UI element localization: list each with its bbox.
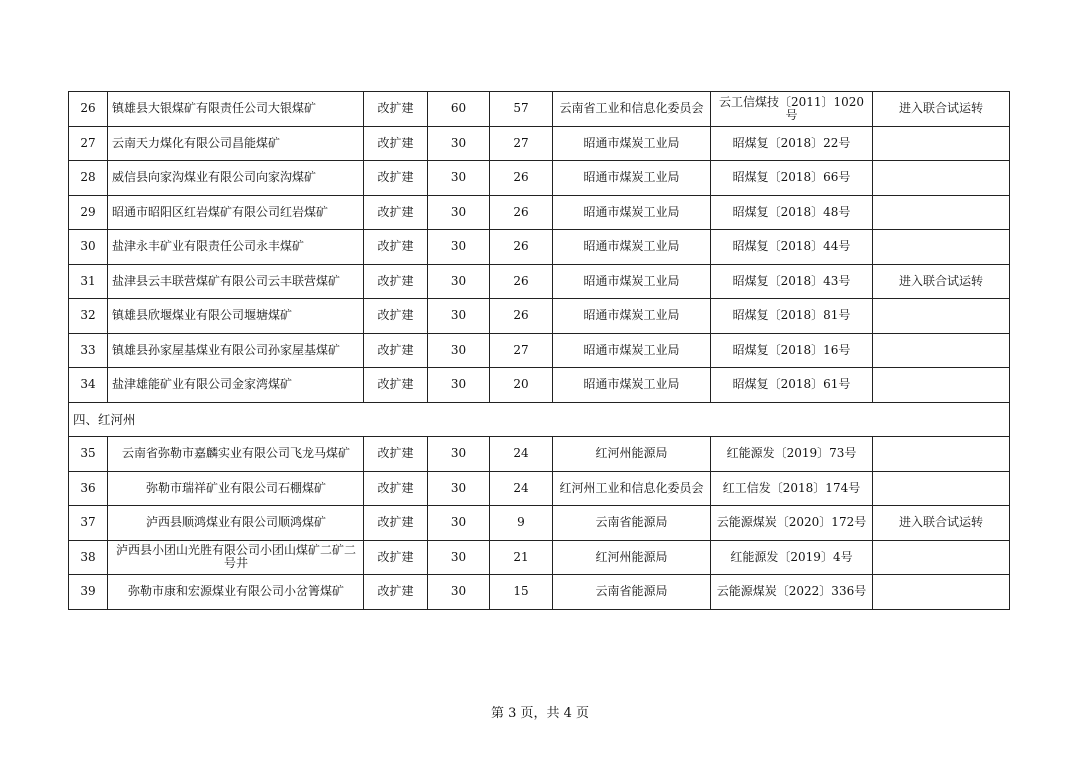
page-footer: 第 3 页，共 4 页 (490, 706, 590, 721)
status-cell (873, 299, 1010, 334)
mine-name-cell: 云南天力煤化有限公司昌能煤矿 (108, 126, 364, 161)
row-number-cell: 37 (69, 506, 108, 541)
approving-authority-cell: 昭通市煤炭工业局 (553, 264, 711, 299)
construction-type-cell: 改扩建 (364, 299, 428, 334)
construction-type-cell: 改扩建 (364, 230, 428, 265)
construction-type-cell: 改扩建 (364, 471, 428, 506)
row-number-cell: 39 (69, 575, 108, 610)
capacity-cell: 30 (428, 195, 490, 230)
capacity-cell: 30 (428, 230, 490, 265)
capacity-cell: 30 (428, 264, 490, 299)
table-row (69, 299, 1010, 334)
construction-type-cell: 改扩建 (364, 368, 428, 403)
section-row-group (69, 402, 1010, 437)
row-number-cell: 29 (69, 195, 108, 230)
row-number-cell: 26 (69, 92, 108, 127)
table-row (69, 333, 1010, 368)
row-number-cell: 35 (69, 437, 108, 472)
status-cell (873, 195, 1010, 230)
approving-authority-cell: 红河州能源局 (553, 437, 711, 472)
approval-document-cell: 昭煤复〔2018〕22号 (711, 126, 873, 161)
mine-name-cell: 威信县向家沟煤业有限公司向家沟煤矿 (108, 161, 364, 196)
value-cell: 26 (490, 230, 553, 265)
value-cell: 15 (490, 575, 553, 610)
capacity-cell: 30 (428, 126, 490, 161)
row-number-cell: 38 (69, 540, 108, 575)
status-cell: 进入联合试运转 (873, 92, 1010, 127)
construction-type-cell: 改扩建 (364, 92, 428, 127)
table-body-zhaotong (69, 92, 1010, 403)
status-cell (873, 126, 1010, 161)
approving-authority-cell: 红河州能源局 (553, 540, 711, 575)
capacity-cell: 60 (428, 92, 490, 127)
row-number-cell: 33 (69, 333, 108, 368)
value-cell: 26 (490, 264, 553, 299)
table-row (69, 126, 1010, 161)
capacity-cell: 30 (428, 333, 490, 368)
table-row (69, 540, 1010, 575)
approving-authority-cell: 云南省能源局 (553, 575, 711, 610)
approval-document-cell: 昭煤复〔2018〕16号 (711, 333, 873, 368)
mine-name-cell: 镇雄县孙家屋基煤业有限公司孙家屋基煤矿 (108, 333, 364, 368)
approval-document-cell: 红能源发〔2019〕4号 (711, 540, 873, 575)
table-row (69, 437, 1010, 472)
row-number-cell: 32 (69, 299, 108, 334)
approval-document-cell: 红能源发〔2019〕73号 (711, 437, 873, 472)
mine-name-cell: 弥勒市康和宏源煤业有限公司小岔箐煤矿 (108, 575, 364, 610)
status-cell (873, 333, 1010, 368)
table-row (69, 471, 1010, 506)
value-cell: 20 (490, 368, 553, 403)
row-number-cell: 27 (69, 126, 108, 161)
value-cell: 27 (490, 333, 553, 368)
approval-document-cell: 昭煤复〔2018〕66号 (711, 161, 873, 196)
mine-name-cell: 昭通市昭阳区红岩煤矿有限公司红岩煤矿 (108, 195, 364, 230)
approving-authority-cell: 昭通市煤炭工业局 (553, 195, 711, 230)
table-row (69, 506, 1010, 541)
capacity-cell: 30 (428, 540, 490, 575)
table-row (69, 264, 1010, 299)
status-cell (873, 540, 1010, 575)
coal-mine-table (68, 91, 1010, 610)
capacity-cell: 30 (428, 506, 490, 541)
value-cell: 24 (490, 471, 553, 506)
row-number-cell: 28 (69, 161, 108, 196)
status-cell (873, 471, 1010, 506)
construction-type-cell: 改扩建 (364, 506, 428, 541)
value-cell: 57 (490, 92, 553, 127)
capacity-cell: 30 (428, 437, 490, 472)
status-cell: 进入联合试运转 (873, 264, 1010, 299)
row-number-cell: 34 (69, 368, 108, 403)
row-number-cell: 36 (69, 471, 108, 506)
approving-authority-cell: 云南省能源局 (553, 506, 711, 541)
status-cell: 进入联合试运转 (873, 506, 1010, 541)
value-cell: 9 (490, 506, 553, 541)
table-row (69, 368, 1010, 403)
value-cell: 27 (490, 126, 553, 161)
mine-name-cell: 弥勒市瑞祥矿业有限公司石棚煤矿 (108, 471, 364, 506)
approving-authority-cell: 昭通市煤炭工业局 (553, 161, 711, 196)
status-cell (873, 437, 1010, 472)
capacity-cell: 30 (428, 575, 490, 610)
value-cell: 21 (490, 540, 553, 575)
approving-authority-cell: 红河州工业和信息化委员会 (553, 471, 711, 506)
mine-name-cell: 盐津永丰矿业有限责任公司永丰煤矿 (108, 230, 364, 265)
mine-name-cell: 泸西县顺鸿煤业有限公司顺鸿煤矿 (108, 506, 364, 541)
mine-name-cell: 云南省弥勒市嘉麟实业有限公司飞龙马煤矿 (108, 437, 364, 472)
section-title: 四、红河州 (69, 402, 1010, 437)
approval-document-cell: 昭煤复〔2018〕43号 (711, 264, 873, 299)
mine-name-cell: 泸西县小团山光胜有限公司小团山煤矿二矿二号井 (108, 540, 364, 575)
table-row (69, 575, 1010, 610)
approval-document-cell: 昭煤复〔2018〕48号 (711, 195, 873, 230)
value-cell: 26 (490, 161, 553, 196)
mine-name-cell: 镇雄县欣堰煤业有限公司堰塘煤矿 (108, 299, 364, 334)
status-cell (873, 161, 1010, 196)
construction-type-cell: 改扩建 (364, 195, 428, 230)
approval-document-cell: 云工信煤技〔2011〕1020号 (711, 92, 873, 127)
approving-authority-cell: 昭通市煤炭工业局 (553, 126, 711, 161)
approving-authority-cell: 昭通市煤炭工业局 (553, 230, 711, 265)
approval-document-cell: 昭煤复〔2018〕61号 (711, 368, 873, 403)
status-cell (873, 575, 1010, 610)
capacity-cell: 30 (428, 368, 490, 403)
capacity-cell: 30 (428, 299, 490, 334)
approving-authority-cell: 昭通市煤炭工业局 (553, 333, 711, 368)
construction-type-cell: 改扩建 (364, 126, 428, 161)
mine-name-cell: 镇雄县大银煤矿有限责任公司大银煤矿 (108, 92, 364, 127)
table-row (69, 195, 1010, 230)
table-row (69, 230, 1010, 265)
approval-document-cell: 昭煤复〔2018〕44号 (711, 230, 873, 265)
section-row (69, 402, 1010, 437)
capacity-cell: 30 (428, 471, 490, 506)
approval-document-cell: 昭煤复〔2018〕81号 (711, 299, 873, 334)
construction-type-cell: 改扩建 (364, 264, 428, 299)
table-body-honghe (69, 437, 1010, 610)
construction-type-cell: 改扩建 (364, 437, 428, 472)
status-cell (873, 368, 1010, 403)
row-number-cell: 30 (69, 230, 108, 265)
mine-name-cell: 盐津县云丰联营煤矿有限公司云丰联营煤矿 (108, 264, 364, 299)
construction-type-cell: 改扩建 (364, 161, 428, 196)
construction-type-cell: 改扩建 (364, 333, 428, 368)
approving-authority-cell: 昭通市煤炭工业局 (553, 368, 711, 403)
approval-document-cell: 云能源煤炭〔2020〕172号 (711, 506, 873, 541)
approving-authority-cell: 云南省工业和信息化委员会 (553, 92, 711, 127)
capacity-cell: 30 (428, 161, 490, 196)
approving-authority-cell: 昭通市煤炭工业局 (553, 299, 711, 334)
row-number-cell: 31 (69, 264, 108, 299)
table-row (69, 161, 1010, 196)
value-cell: 24 (490, 437, 553, 472)
construction-type-cell: 改扩建 (364, 575, 428, 610)
mine-name-cell: 盐津雄能矿业有限公司金家湾煤矿 (108, 368, 364, 403)
construction-type-cell: 改扩建 (364, 540, 428, 575)
value-cell: 26 (490, 299, 553, 334)
approval-document-cell: 红工信发〔2018〕174号 (711, 471, 873, 506)
status-cell (873, 230, 1010, 265)
table-row (69, 92, 1010, 127)
approval-document-cell: 云能源煤炭〔2022〕336号 (711, 575, 873, 610)
value-cell: 26 (490, 195, 553, 230)
